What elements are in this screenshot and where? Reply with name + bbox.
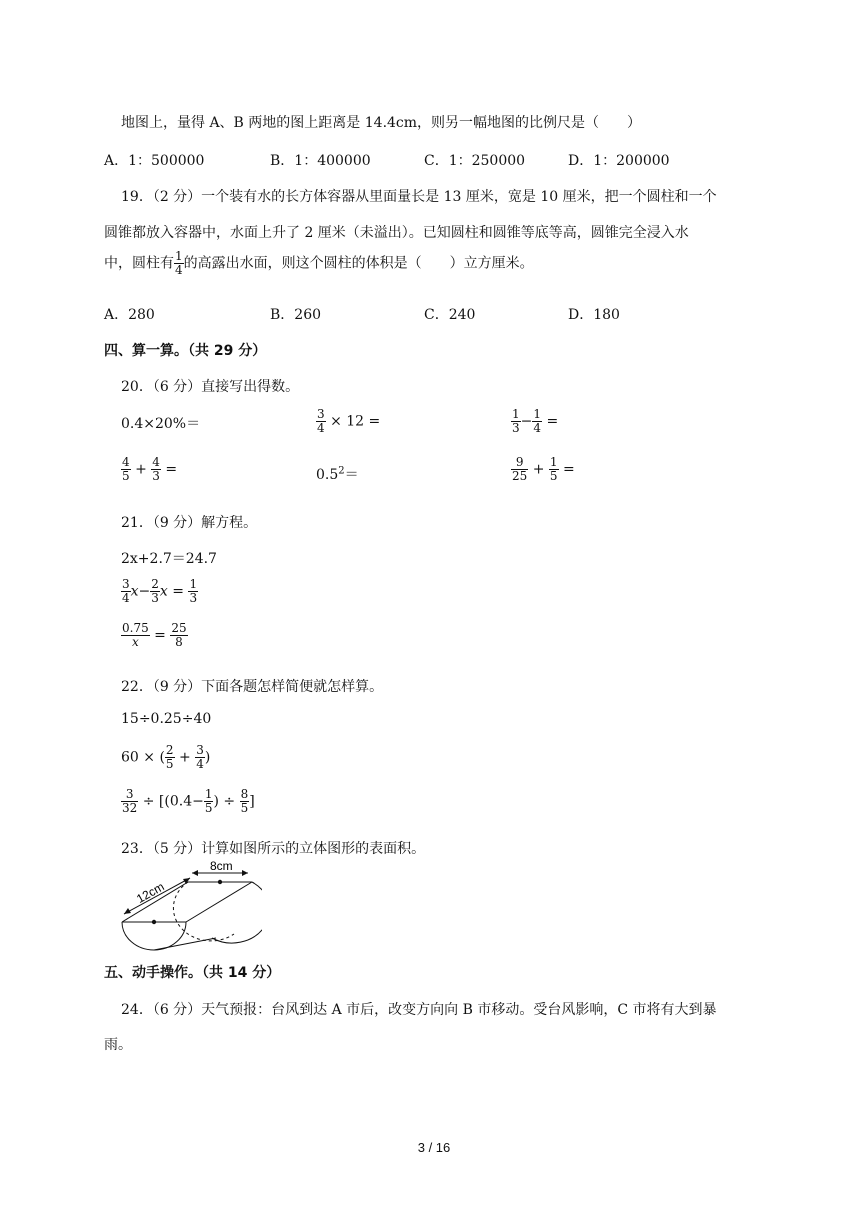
q21-eq3-num1: 0.75 — [122, 621, 149, 635]
q18-text: 地图上，量得 A、B 两地的图上距离是 14.4cm，则另一幅地图的比例尺是（ ） — [121, 115, 642, 131]
q18-option-d: D．1：200000 — [568, 153, 670, 169]
q20-e4-den2: 3 — [152, 469, 160, 483]
q22-ex3-mid2: ) ÷ — [213, 793, 240, 810]
q20-expr2 — [316, 408, 380, 435]
q21-eq2-num1: 3 — [122, 577, 130, 591]
q22-ex3-den1: 32 — [122, 801, 138, 815]
q20-e6-op: + — [528, 461, 549, 478]
q23-title: 23．（5 分）计算如图所示的立体图形的表面积。 — [121, 841, 426, 857]
q22-expr3 — [121, 788, 255, 815]
q21-eq3-num2: 25 — [171, 621, 187, 635]
q18-option-c: C．1：250000 — [424, 153, 526, 169]
q21-title: 21．（9 分）解方程。 — [121, 515, 258, 531]
q20-e3-num1: 1 — [512, 407, 520, 421]
q20-e4-op: + — [130, 461, 152, 478]
q20-e6-num2: 1 — [549, 455, 558, 469]
q20-title: 20．（6 分）直接写出得数。 — [121, 379, 300, 395]
q22-ex3-den3: 5 — [240, 801, 249, 815]
q20-expr4 — [121, 456, 177, 483]
q22-ex2-num1: 2 — [165, 743, 174, 757]
q20-e4-num1: 4 — [122, 455, 130, 469]
q19-fraction — [174, 250, 184, 277]
q21-eq2-den2: 3 — [151, 591, 159, 605]
q21-eq2-den3: 3 — [189, 591, 198, 605]
q20-e5-exp: 2 — [338, 465, 345, 477]
q22-ex3-den2: 5 — [204, 801, 213, 815]
section4-title: 四、算一算。（共 29 分） — [104, 343, 267, 359]
q22-ex3-num3: 8 — [240, 787, 249, 801]
q21-eq3 — [121, 622, 188, 649]
q19-option-d: D．180 — [568, 307, 620, 323]
q20-e2-num: 3 — [317, 407, 325, 421]
q19-line3-post: 的高露出水面，则这个圆柱的体积是（ ）立方厘米。 — [183, 255, 534, 272]
q20-e3-op: − — [520, 413, 533, 430]
q21-eq2-x2: x = — [159, 583, 189, 600]
q19-line1: 19．（2 分）一个装有水的长方体容器从里面量长是 13 厘米，宽是 10 厘米，把一个圆柱和一个 — [121, 189, 717, 205]
q22-ex3-num2: 1 — [204, 787, 213, 801]
q20-e4-eq: = — [160, 461, 178, 478]
q19-line2: 圆锥都放入容器中，水面上升了 2 厘米（未溢出）。已知圆柱和圆锥等底等高，圆锥完全浸入水 — [104, 225, 689, 241]
q19-option-a: A．280 — [104, 307, 155, 323]
q22-ex2-den1: 5 — [165, 757, 174, 771]
back-center-dot — [218, 880, 222, 884]
half-cylinder-figure — [112, 858, 262, 956]
q19-frac-num: 1 — [175, 249, 183, 263]
q24-line1: 24．（6 分）天气预报：台风到达 A 市后，改变方向向 B 市移动。受台风影响，C 市将有大到暴 — [121, 1002, 717, 1018]
q19-option-b: B．260 — [270, 307, 322, 323]
q19-line3-pre: 中，圆柱有 — [104, 255, 174, 272]
q22-ex3-mid: ÷ [(0.4− — [138, 793, 204, 810]
q18-option-b: B．1：400000 — [270, 153, 371, 169]
q20-e3-num2: 1 — [533, 407, 542, 421]
section5-title: 五、动手操作。（共 14 分） — [104, 965, 281, 981]
q20-expr1: 0.4×20%＝ — [121, 416, 201, 432]
q24-line2: 雨。 — [104, 1037, 132, 1053]
q22-expr2 — [121, 744, 210, 771]
q20-e3-den2: 4 — [533, 421, 542, 435]
q22-ex2-den2: 4 — [196, 757, 204, 771]
q18-option-a: A．1：500000 — [104, 153, 205, 169]
q20-expr3 — [511, 408, 558, 435]
q20-expr6 — [511, 456, 575, 483]
q20-e6-den2: 5 — [549, 469, 558, 483]
q21-eq2-num2: 2 — [151, 577, 159, 591]
q21-eq3-den1: x — [131, 635, 139, 649]
q21-eq2 — [121, 578, 198, 605]
page-number: 3 / 16 — [417, 1140, 451, 1155]
q20-e6-num1: 9 — [511, 456, 528, 470]
q22-title: 22．（9 分）下面各题怎样简便就怎样算。 — [121, 679, 384, 695]
q21-eq3-den2: 8 — [175, 635, 183, 649]
right-side-edge — [186, 882, 252, 922]
bottom-edge — [154, 938, 216, 950]
q22-ex2-op: + — [174, 749, 196, 766]
q19-frac-den: 4 — [175, 263, 183, 277]
q20-e5-eq: ＝ — [344, 467, 359, 483]
q20-e4-num2: 4 — [152, 455, 160, 469]
q22-ex2-num2: 3 — [196, 743, 204, 757]
q22-ex3-num1: 3 — [121, 788, 138, 802]
q20-e6-den1: 25 — [512, 469, 528, 483]
q21-eq1: 2x+2.7＝24.7 — [121, 551, 217, 567]
q20-e6-eq: = — [558, 461, 575, 478]
q20-e2-den: 4 — [317, 421, 325, 435]
q22-expr1: 15÷0.25÷40 — [121, 711, 212, 727]
q22-ex2-post: ) — [204, 749, 211, 766]
q20-expr5 — [316, 464, 359, 484]
front-center-dot — [152, 920, 156, 924]
q20-e5-base: 0.5 — [316, 467, 339, 483]
q21-eq2-num3: 1 — [189, 577, 198, 591]
q19-option-c: C．240 — [424, 307, 476, 323]
q20-e3-den1: 3 — [512, 421, 520, 435]
q20-e2-rest: × 12 = — [325, 413, 381, 430]
width-arrow-right — [242, 870, 248, 876]
width-arrow-left — [192, 870, 198, 876]
q22-ex2-pre: 60 × ( — [121, 749, 165, 766]
q21-eq2-x1: x− — [130, 583, 151, 600]
q22-ex3-post: ] — [249, 793, 255, 810]
q21-eq2-den1: 4 — [122, 591, 130, 605]
q19-line3 — [104, 250, 534, 277]
q21-eq3-eq: = — [149, 627, 171, 644]
q20-e4-den1: 5 — [122, 469, 130, 483]
q20-e3-eq: = — [542, 413, 559, 430]
width-label: 8cm — [210, 859, 233, 873]
length-label: 12cm — [134, 879, 167, 906]
